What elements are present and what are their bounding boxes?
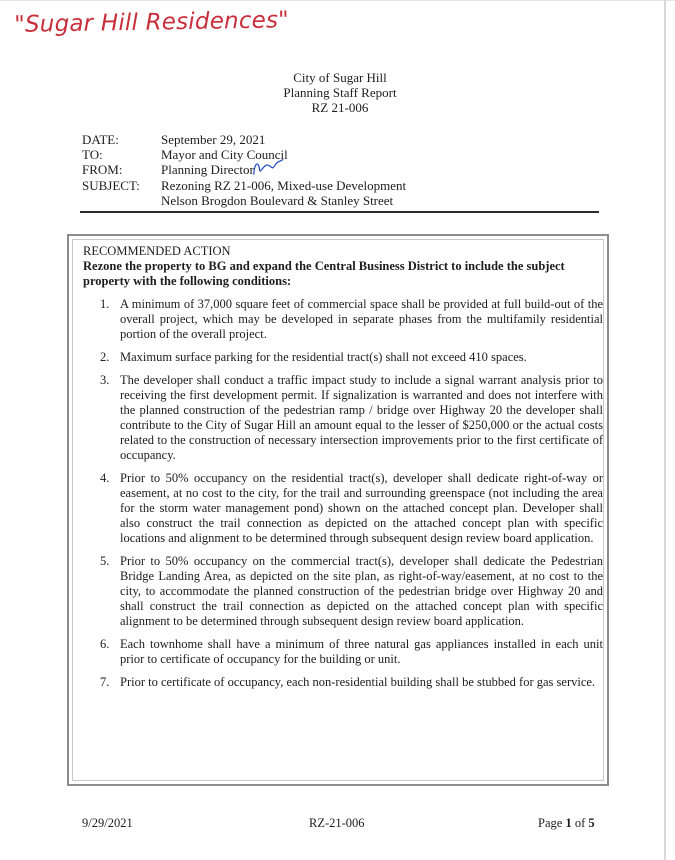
condition-number: 5. xyxy=(100,554,110,568)
to-value: Mayor and City Council xyxy=(161,147,288,163)
subject-line-1: Rezoning RZ 21-006, Mixed-use Development xyxy=(161,177,407,193)
condition-item xyxy=(83,350,603,365)
condition-item xyxy=(83,554,603,629)
condition-number: 3. xyxy=(100,373,110,387)
page-top-edge xyxy=(0,0,675,1)
memo-from-row xyxy=(82,162,602,177)
recommended-action-content xyxy=(83,244,603,698)
condition-item xyxy=(83,637,603,667)
condition-number: 6. xyxy=(100,637,110,651)
memo-date-row xyxy=(82,132,602,147)
to-label: TO: xyxy=(82,147,103,163)
footer-reference: RZ-21-006 xyxy=(309,816,365,830)
condition-text: Prior to 50% occupancy on the residential tract(s), developer shall dedicate right-of-way or easement, at no cost to the city, for the trail and surrounding greenspace (not including the area for the storm water management pond) shown on the attached concept plan. Developer shall also construct the trail connection as depicted on the attached concept plan with specific locations and alignment to be determined through subsequent design review board application. xyxy=(120,471,603,545)
memo-to-row xyxy=(82,147,602,162)
page-prefix: Page xyxy=(538,816,563,830)
subject-line-2: Nelson Brogdon Boulevard & Stanley Street xyxy=(161,192,394,208)
condition-item xyxy=(83,373,603,463)
condition-text: Prior to 50% occupancy on the commercial tract(s), developer shall dedicate the Pedestrian Bridge Landing Area, as depicted on the site plan, as right-of-way/easement, at no cost to the city, to accommodate the planned construction of the pedestrian bridge over Highway 20 and shall construct the trail connection as depicted on the attached concept plan with specific alignment to be determined through subsequent design review board application. xyxy=(120,554,603,628)
recommended-action-heading: RECOMMENDED ACTION xyxy=(83,244,231,258)
recommended-action-summary: Rezone the property to BG and expand the Central Business District to include the subject property with the following conditions: xyxy=(83,259,565,288)
memo-subject-row xyxy=(82,178,602,193)
case-number: RZ 21-006 xyxy=(311,100,369,115)
date-value: September 29, 2021 xyxy=(161,132,266,147)
page-of: of xyxy=(574,816,586,830)
conditions-list xyxy=(83,297,603,690)
condition-text: Each townhome shall have a minimum of three natural gas appliances installed in each unit prior to certificate of occupancy for the building or unit. xyxy=(120,637,603,666)
subject-label: SUBJECT: xyxy=(82,177,140,193)
condition-item xyxy=(83,297,603,342)
page-current: 1 xyxy=(565,816,572,830)
condition-text: Maximum surface parking for the residential tract(s) shall not exceed 410 spaces. xyxy=(120,350,527,364)
condition-text: Prior to certificate of occupancy, each non-residential building shall be stubbed for gas service. xyxy=(120,675,596,689)
header-divider xyxy=(80,211,599,213)
condition-text: The developer shall conduct a traffic impact study to include a signal warrant analysis prior to receiving the first development permit. If signalization is warranted and does not interfere with the planned construction of the pedestrian ramp / bridge over Highway 20 the developer shall contribute to the City of Sugar Hill an amount equal to the lesser of $250,000 or the actual costs related to the construction of necessary intersection improvements prior to the first certificate of occupancy. xyxy=(120,373,603,462)
report-type: Planning Staff Report xyxy=(283,85,397,100)
from-value: Planning Director xyxy=(161,162,254,178)
condition-number: 1. xyxy=(100,297,110,311)
footer-date: 9/29/2021 xyxy=(82,816,133,830)
condition-number: 2. xyxy=(100,350,110,364)
condition-number: 7. xyxy=(100,675,110,689)
footer-page-number xyxy=(538,816,595,831)
from-label: FROM: xyxy=(82,162,123,178)
handwritten-title: "Sugar Hill Residences" xyxy=(14,7,290,38)
report-header xyxy=(240,70,440,115)
condition-number: 4. xyxy=(100,471,110,485)
date-label: DATE: xyxy=(82,132,119,147)
condition-item xyxy=(83,471,603,546)
condition-item xyxy=(83,675,603,690)
page-right-edge xyxy=(664,0,666,860)
page-total: 5 xyxy=(588,816,595,830)
city-name: City of Sugar Hill xyxy=(293,70,387,85)
memo-block xyxy=(82,132,602,208)
condition-text: A minimum of 37,000 square feet of commercial space shall be provided at full build-out of the overall project, which may be developed in separate phases from the multifamily residential portion of the overall project. xyxy=(120,297,603,341)
